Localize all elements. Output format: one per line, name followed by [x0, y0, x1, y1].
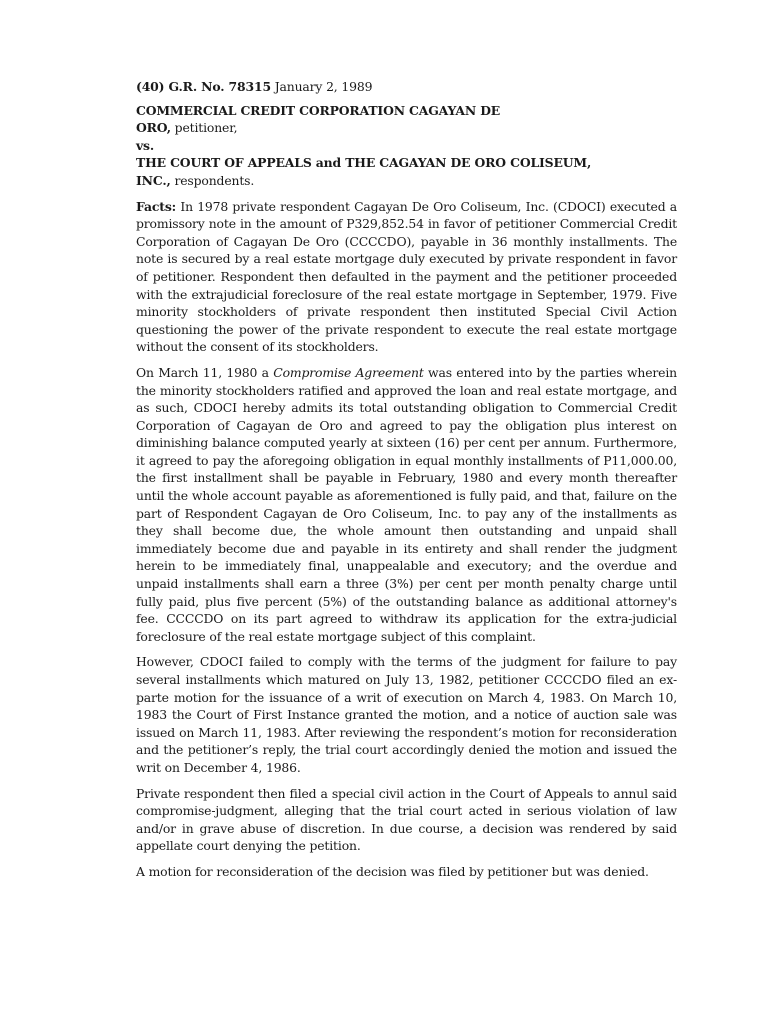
case-header — [136, 78, 677, 96]
respondent-line-1 — [136, 154, 677, 172]
respondent-line-2 — [136, 172, 677, 190]
versus-line — [136, 137, 677, 155]
petitioner-line-2 — [136, 119, 677, 137]
petitioner-line-1 — [136, 102, 677, 120]
petitioner-name-line-1: COMMERCIAL CREDIT CORPORATION CAGAYAN DE — [136, 102, 501, 118]
execution-text: However, CDOCI failed to comply with the terms of the judgment for failure to pay several installments which matured on July 13, 1982, petitioner CCCCDO filed an ex-parte motion for the issuance of a writ of execution on March 4, 1983. On March 10, 1983 the Court of First Instance granted the motion, and a notice of auction sale was issued on March 11, 1983. After reviewing the respondent’s motion for reconsideration and the petitioner’s reply, the trial court accordingly denied the motion and issued the writ on December 4, 1986. — [136, 654, 677, 775]
compromise-agreement-term: Compromise Agreement — [273, 364, 424, 380]
facts-text: In 1978 private respondent Cagayan De Oro Coliseum, Inc. (CDOCI) executed a promissory note in the amount of P329,852.54 in favor of petitioner Commercial Credit Corporation of Cagayan De Oro (CCCCDO), payable in 36 monthly installments. The note is secured by a real estate mortgage duly executed by private respondent in favor of petitioner. Respondent then defaulted in the payment and the petitioner proceeded with the extrajudicial foreclosure of the real estate mortgage in September, 1979. Five minority stockholders of private respondent then instituted Special Civil Action questioning the power of the private respondent to execute the real estate mortgage without the consent of its stockholders. — [136, 198, 677, 355]
appeal-paragraph — [136, 785, 677, 855]
compromise-intro: On March 11, 1980 a — [136, 364, 274, 380]
compromise-paragraph — [136, 364, 677, 646]
facts-label: Facts: — [136, 198, 177, 214]
reconsideration-text: A motion for reconsideration of the decision was filed by petitioner but was denied. — [136, 863, 649, 879]
versus-text: vs. — [136, 137, 155, 153]
compromise-text: was entered into by the parties wherein the minority stockholders ratified and approved the loan and real estate mortgage, and as such, CDOCI hereby admits its total outstanding obligation to Commercial Credit Corporation of Cagayan de Oro and agreed to pay the obligation plus interest on diminishing balance computed yearly at sixteen (16) per cent per annum. Furthermore, it agreed to pay the aforegoing obligation in equal monthly installments of P11,000.00, the first installment shall be payable in February, 1980 and every month thereafter until the whole account payable as aforementioned is fully paid, and that, failure on the part of Respondent Cagayan de Oro Coliseum, Inc. to pay any of the installments as they shall become due, the whole amount then outstanding and unpaid shall immediately become due and payable in its entirety and shall render the judgment herein to be immediately final, unappealable and executory; and the overdue and unpaid installments shall earn a three (3%) per cent per month penalty charge until fully paid, plus five percent (5%) of the outstanding balance as additional attorney's fee. CCCCDO on its part agreed to withdraw its application for the extra-judicial foreclosure of the real estate mortgage subject of this complaint. — [136, 364, 678, 644]
document-page — [136, 78, 677, 889]
execution-paragraph — [136, 653, 677, 776]
petitioner-role: petitioner, — [170, 120, 238, 136]
case-parties — [136, 102, 677, 190]
case-number: (40) G.R. No. 78315 — [136, 79, 271, 94]
petitioner-name-line-2: ORO, — [136, 120, 171, 136]
facts-paragraph — [136, 198, 677, 356]
appeal-text: Private respondent then filed a special civil action in the Court of Appeals to annul said compromise-judgment, alleging that the trial court acted in serious violation of law and/or in grave abuse of discretion. In due course, a decision was rendered by said appellate court denying the petition. — [136, 785, 677, 854]
respondent-role: respondents. — [170, 172, 255, 188]
case-date: January 2, 1989 — [270, 79, 373, 94]
reconsideration-paragraph — [136, 863, 677, 881]
respondent-name-line-1: THE COURT OF APPEALS and THE CAGAYAN DE ORO COLISEUM, — [136, 155, 592, 171]
respondent-name-line-2: INC., — [136, 172, 171, 188]
